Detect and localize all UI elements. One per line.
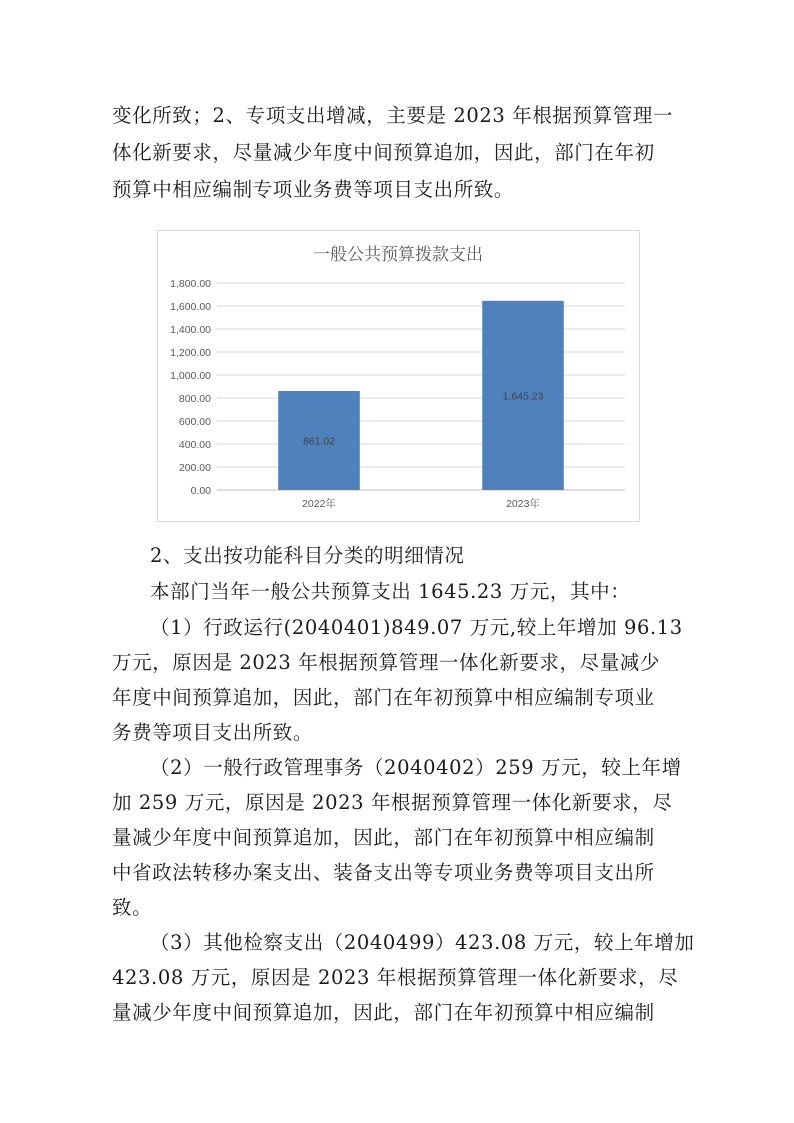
chart-title: 一般公共预算拨款支出 [313, 245, 483, 265]
bar-value-label: 861.02 [302, 435, 336, 448]
x-tick-label: 2023年 [506, 498, 540, 510]
paragraph-line: （3）其他检察支出（2040499）423.08 万元，较上年增加 [150, 931, 695, 954]
paragraph-line: 年度中间预算追加，因此，部门在年初预算中相应编制专项业 [112, 686, 655, 709]
y-tick-label: 400.00 [178, 439, 211, 451]
paragraph-line: 本部门当年一般公共预算支出 1645.23 万元，其中： [150, 580, 631, 603]
y-tick-label: 1,600.00 [170, 301, 211, 313]
budget-chart [157, 230, 640, 522]
paragraph-line: 致。 [112, 896, 153, 919]
chart-canvas [158, 231, 639, 521]
paragraph-line: 量减少年度中间预算追加，因此，部门在年初预算中相应编制 [112, 1001, 655, 1024]
paragraph-line: （2）一般行政管理事务（2040402）259 万元，较上年增 [150, 756, 682, 779]
paragraph-line: 加 259 万元，原因是 2023 年根据预算管理一体化新要求，尽 [112, 791, 673, 814]
paragraph-line: 量减少年度中间预算追加，因此，部门在年初预算中相应编制 [112, 826, 655, 849]
paragraph-line: 预算中相应编制专项业务费等项目支出所致。 [112, 178, 515, 201]
paragraph-line: 务费等项目支出所致。 [112, 721, 314, 744]
paragraph-line: 万元，原因是 2023 年根据预算管理一体化新要求，尽量减少 [112, 651, 661, 674]
bar-value-label: 1,645.23 [502, 390, 544, 403]
x-tick-label: 2022年 [302, 498, 336, 510]
y-tick-label: 1,800.00 [170, 278, 211, 290]
y-tick-label: 0.00 [190, 485, 211, 497]
paragraph-line: 423.08 万元，原因是 2023 年根据预算管理一体化新要求，尽 [112, 966, 679, 989]
y-tick-label: 1,400.00 [170, 324, 211, 336]
y-tick-label: 600.00 [178, 416, 211, 428]
y-tick-label: 1,200.00 [170, 347, 211, 359]
y-tick-label: 1,000.00 [170, 370, 211, 382]
y-tick-label: 200.00 [178, 462, 211, 474]
paragraph-line: 体化新要求，尽量减少年度中间预算追加，因此，部门在年初 [112, 141, 655, 164]
paragraph-line: （1）行政运行(2040401)849.07 万元,较上年增加 96.13 [150, 616, 683, 639]
paragraph-line: 中省政法转移办案支出、装备支出等专项业务费等项目支出所 [112, 861, 655, 884]
y-tick-label: 800.00 [178, 393, 211, 405]
paragraph-line: 变化所致；2、专项支出增减，主要是 2023 年根据预算管理一 [112, 104, 674, 127]
section-heading: 2、支出按功能科目分类的明细情况 [150, 544, 465, 567]
